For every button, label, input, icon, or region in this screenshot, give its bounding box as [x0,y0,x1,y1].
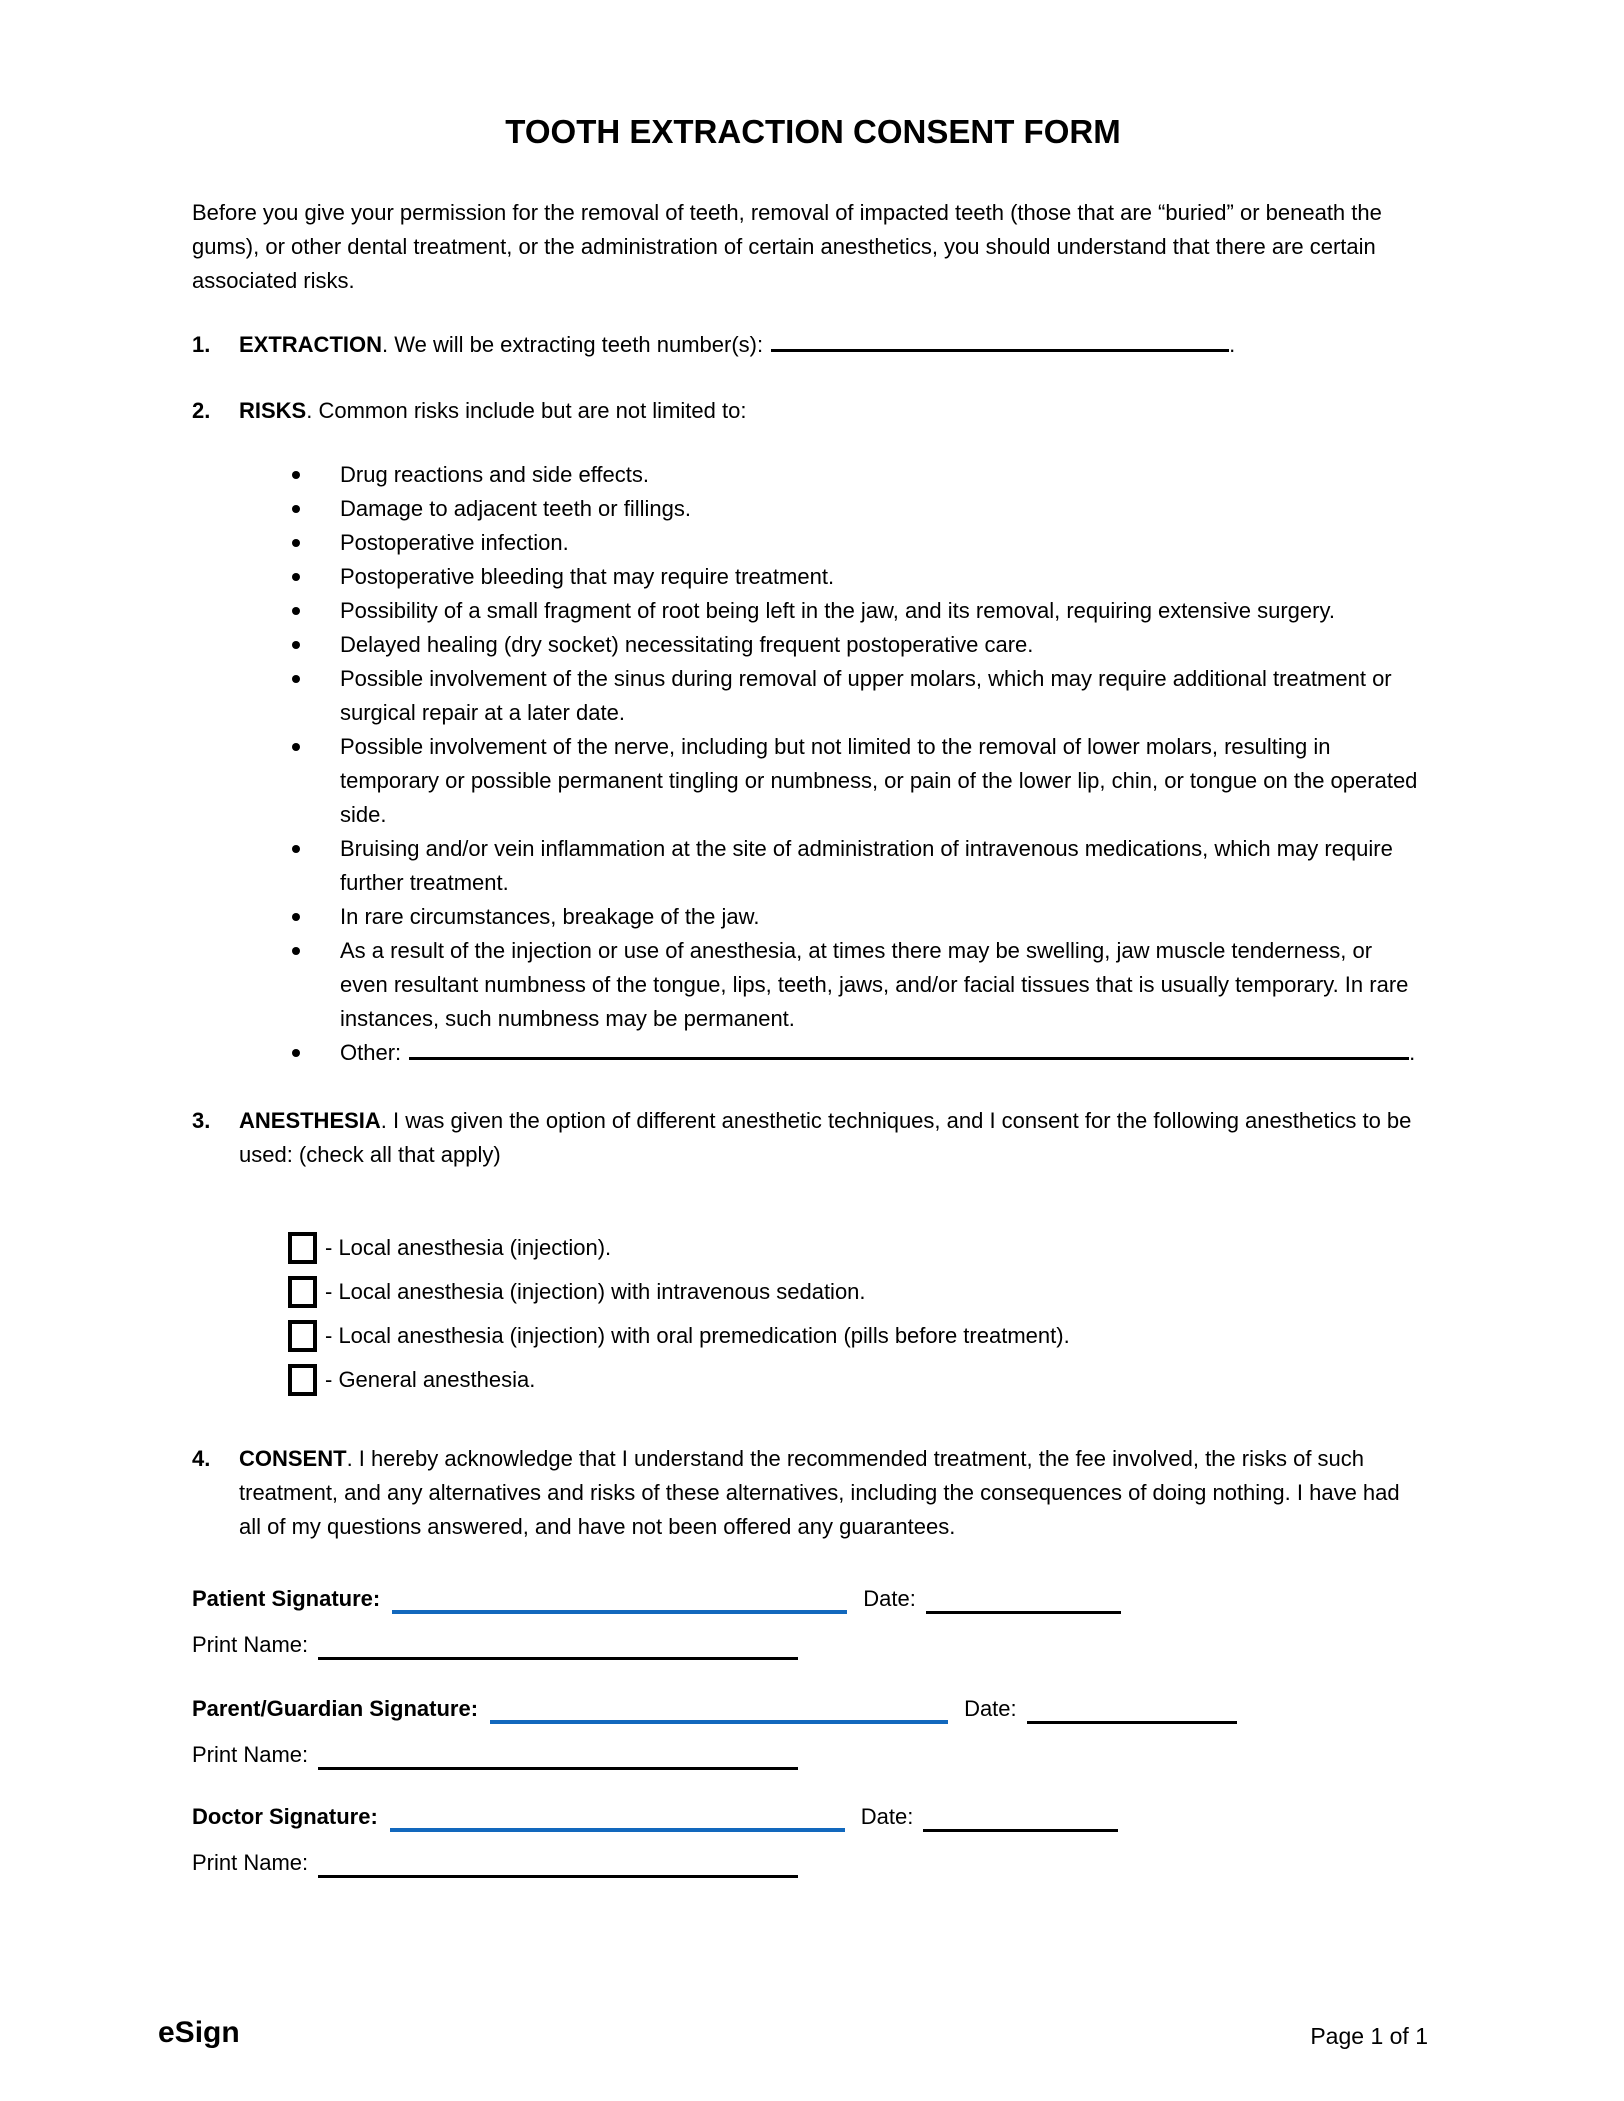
section-risks-body [239,394,1424,428]
risk-other-row [340,1036,1424,1070]
risk-item-text: Possibility of a small fragment of root being left in the jaw, and its removal, requiring extensive surgery. [340,598,1335,623]
risk-item [292,594,1434,628]
bullet-icon [292,573,300,581]
section-consent [192,1442,1434,1544]
section-extraction-body [239,328,1424,362]
parent-print-name-label: Print Name: [192,1742,309,1767]
section-anesthesia-body [239,1104,1424,1172]
parent-date-line[interactable] [1027,1716,1237,1724]
bullet-icon [292,471,300,479]
intro-paragraph: Before you give your permission for the removal of teeth, removal of impacted teeth (those that are “buried” or beneath the gums), or other dental treatment, or the administration of certain anesthetics, you should understand that there are certain associated risks. [192,200,1382,293]
bullet-icon [292,607,300,615]
other-period: . [1409,1040,1416,1065]
other-risk-field[interactable] [409,1052,1409,1060]
page-title: TOOTH EXTRACTION CONSENT FORM [505,113,1121,150]
risk-item-other [292,1036,1434,1070]
risk-item [292,662,1434,730]
checkbox-local-oral-premedication[interactable] [288,1320,317,1352]
teeth-numbers-field[interactable] [771,344,1229,352]
parent-signature-label: Parent/Guardian Signature: [192,1696,479,1721]
parent-date-label: Date: [964,1696,1017,1721]
anesthesia-option-label: - General anesthesia. [325,1367,536,1392]
doctor-signature-row [192,1800,1434,1834]
patient-date-line[interactable] [926,1606,1121,1614]
risk-item-text: Delayed healing (dry socket) necessitating frequent postoperative care. [340,632,1034,657]
bullet-icon [292,845,300,853]
risk-item-text: Possible involvement of the nerve, including but not limited to the removal of lower molars, resulting in temporary or possible permanent tingling or numbness, or pain of the lower lip, chin, or tongue on the operated side. [340,734,1418,827]
bullet-icon [292,675,300,683]
anesthesia-option [288,1226,1434,1270]
risk-item-text: As a result of the injection or use of anesthesia, at times there may be swelling, jaw muscle tenderness, or even resultant numbness of the tongue, lips, teeth, jaws, and/or facial tissues that is usually temporary. In rare instances, such numbness may be permanent. [340,938,1409,1031]
section-risks-text: . Common risks include but are not limited to: [306,398,747,423]
patient-print-name-line[interactable] [318,1652,798,1660]
anesthesia-option [288,1358,1434,1402]
anesthesia-option-label: - Local anesthesia (injection). [325,1235,612,1260]
anesthesia-option [288,1270,1434,1314]
risk-item-text: Drug reactions and side effects. [340,462,649,487]
doctor-signature-label: Doctor Signature: [192,1804,378,1829]
risk-item-text: Postoperative bleeding that may require treatment. [340,564,835,589]
risk-item [292,560,1434,594]
risk-item-text: Damage to adjacent teeth or fillings. [340,496,691,521]
anesthesia-option-label: - Local anesthesia (injection) with intravenous sedation. [325,1279,866,1304]
anesthesia-options-list [192,1226,1434,1402]
risk-item [292,628,1434,662]
bullet-icon [292,743,300,751]
section-risks [192,394,1434,428]
anesthesia-option-label: - Local anesthesia (injection) with oral premedication (pills before treatment). [325,1323,1070,1348]
esign-logo: eSign [158,2016,240,2049]
section-extraction [192,328,1434,362]
page-footer [158,2015,1428,2051]
risk-item [292,900,1434,934]
section-risks-heading: RISKS [239,398,307,423]
risk-item [292,458,1434,492]
risk-item [292,492,1434,526]
checkbox-local-iv-sedation[interactable] [288,1276,317,1308]
doctor-print-name-row [192,1846,1434,1880]
other-label: Other: [340,1040,402,1065]
risk-item-text: Postoperative infection. [340,530,569,555]
section-consent-body [239,1442,1424,1544]
section-risks-number: 2. [192,398,211,423]
doctor-print-name-line[interactable] [318,1870,798,1878]
section-consent-number: 4. [192,1446,211,1471]
risk-item-text: Possible involvement of the sinus during removal of upper molars, which may require additional treatment or surgical repair at a later date. [340,666,1392,725]
section-consent-heading: CONSENT [239,1446,347,1471]
checkbox-general-anesthesia[interactable] [288,1364,317,1396]
bullet-icon [292,539,300,547]
parent-print-name-line[interactable] [318,1762,798,1770]
patient-signature-label: Patient Signature: [192,1586,381,1611]
section-anesthesia-heading: ANESTHESIA [239,1108,381,1133]
bullet-icon [292,913,300,921]
section-consent-text: . I hereby acknowledge that I understand the recommended treatment, the fee involved, the risks of such treatment, and any alternatives and risks of these alternatives, including the consequences of doing nothing. I have had all of my questions answered, and have not been offered any guarantees. [239,1446,1400,1539]
section-anesthesia-text: . I was given the option of different anesthetic techniques, and I consent for the following anesthetics to be used: (check all that apply) [239,1108,1412,1167]
parent-signature-line[interactable] [490,1714,948,1724]
risk-item-text: In rare circumstances, breakage of the jaw. [340,904,760,929]
page-number: Page 1 of 1 [1310,2023,1428,2049]
risk-item [292,526,1434,560]
patient-signature-row [192,1582,1434,1616]
section-extraction-heading: EXTRACTION [239,332,382,357]
bullet-icon [292,505,300,513]
risk-item [292,934,1434,1036]
risk-item-text: Bruising and/or vein inflammation at the site of administration of intravenous medications, which may require further treatment. [340,836,1393,895]
section-extraction-text: . We will be extracting teeth number(s): [382,332,764,357]
patient-date-label: Date: [863,1586,916,1611]
checkbox-local-injection[interactable] [288,1232,317,1264]
anesthesia-option [288,1314,1434,1358]
patient-print-name-label: Print Name: [192,1632,309,1657]
bullet-icon [292,641,300,649]
parent-print-name-row [192,1738,1434,1772]
section-extraction-period: . [1229,332,1236,357]
section-anesthesia-number: 3. [192,1108,211,1133]
risk-item [292,730,1434,832]
patient-print-name-row [192,1628,1434,1662]
section-extraction-number: 1. [192,332,211,357]
doctor-signature-line[interactable] [390,1822,845,1832]
bullet-icon [292,947,300,955]
doctor-print-name-label: Print Name: [192,1850,309,1875]
risk-item [292,832,1434,900]
doctor-date-label: Date: [860,1804,914,1829]
doctor-date-line[interactable] [923,1824,1118,1832]
risks-list [192,458,1434,1070]
section-anesthesia [192,1104,1434,1172]
parent-signature-row [192,1692,1434,1726]
bullet-icon [292,1049,300,1057]
patient-signature-line[interactable] [392,1604,847,1614]
